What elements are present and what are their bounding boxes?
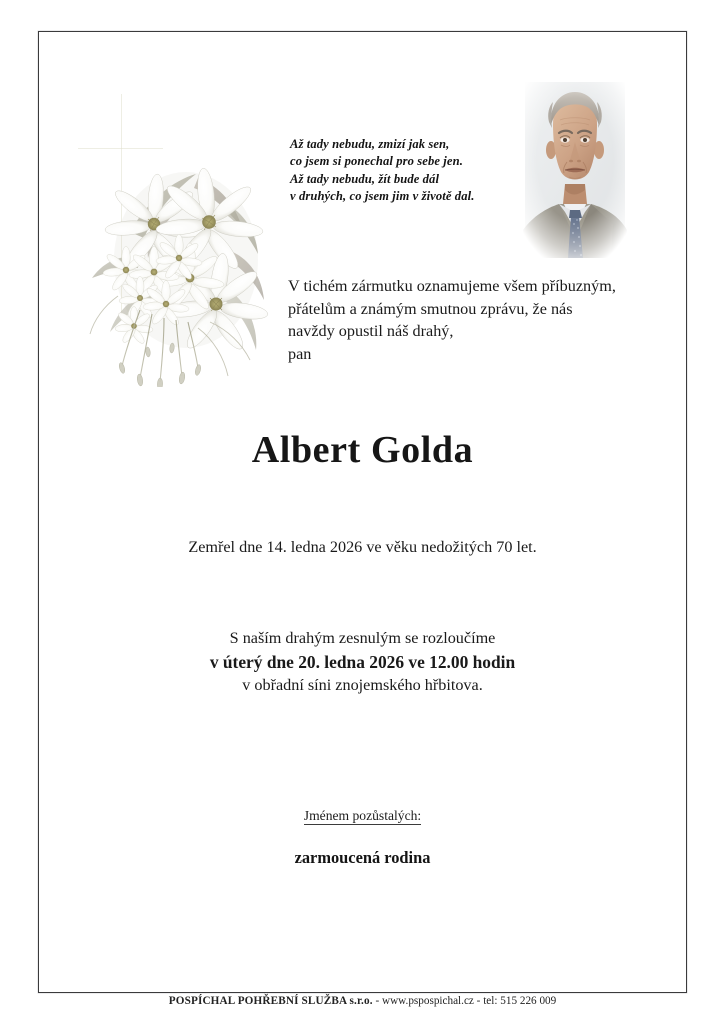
footer-company-name: POSPÍCHAL POHŘEBNÍ SLUŽBA s.r.o. <box>168 995 373 1007</box>
signature-label-text: Jménem pozůstalých: <box>303 808 422 823</box>
announcement-line-1: V tichém zármutku oznamujeme všem příbuzným, <box>288 277 616 295</box>
memorial-poem <box>290 136 530 206</box>
announcement-line-2: přátelům a známým smutnou zprávu, že nás <box>288 299 573 318</box>
signature-name: zarmoucená rodina <box>294 848 431 867</box>
poem-line-4: v druhých, co jsem jim v životě dal. <box>290 189 475 204</box>
deceased-name: Albert Golda <box>251 429 474 471</box>
poem-line-3: Až tady nebudu, žít bude dál <box>290 171 440 186</box>
poem-line-1: Až tady nebudu, zmizí jak sen, <box>290 137 450 151</box>
footer <box>38 995 687 1007</box>
signature-label <box>38 808 687 824</box>
ceremony-details <box>38 627 687 698</box>
announcement-line-4: pan <box>288 344 312 363</box>
announcement-line-3: navždy opustil náš drahý, <box>288 322 454 341</box>
footer-contact: - www.pspospichal.cz - tel: 515 226 009 <box>372 995 557 1007</box>
ceremony-line-1: S naším drahým zesnulým se rozloučíme <box>229 629 496 647</box>
ceremony-datetime: v úterý dne 20. ledna 2026 ve 12.00 hodin <box>209 651 516 672</box>
announcement-text <box>288 275 678 365</box>
cross-and-lilies-decoration <box>78 82 278 387</box>
ceremony-location: v obřadní síni znojemského hřbitova. <box>242 676 483 694</box>
poem-line-2: co jsem si ponechal pro sebe jen. <box>290 154 463 169</box>
death-date-line: Zemřel dne 14. ledna 2026 ve věku nedožitých 70 let. <box>188 538 537 556</box>
deceased-portrait-photo <box>519 78 631 258</box>
